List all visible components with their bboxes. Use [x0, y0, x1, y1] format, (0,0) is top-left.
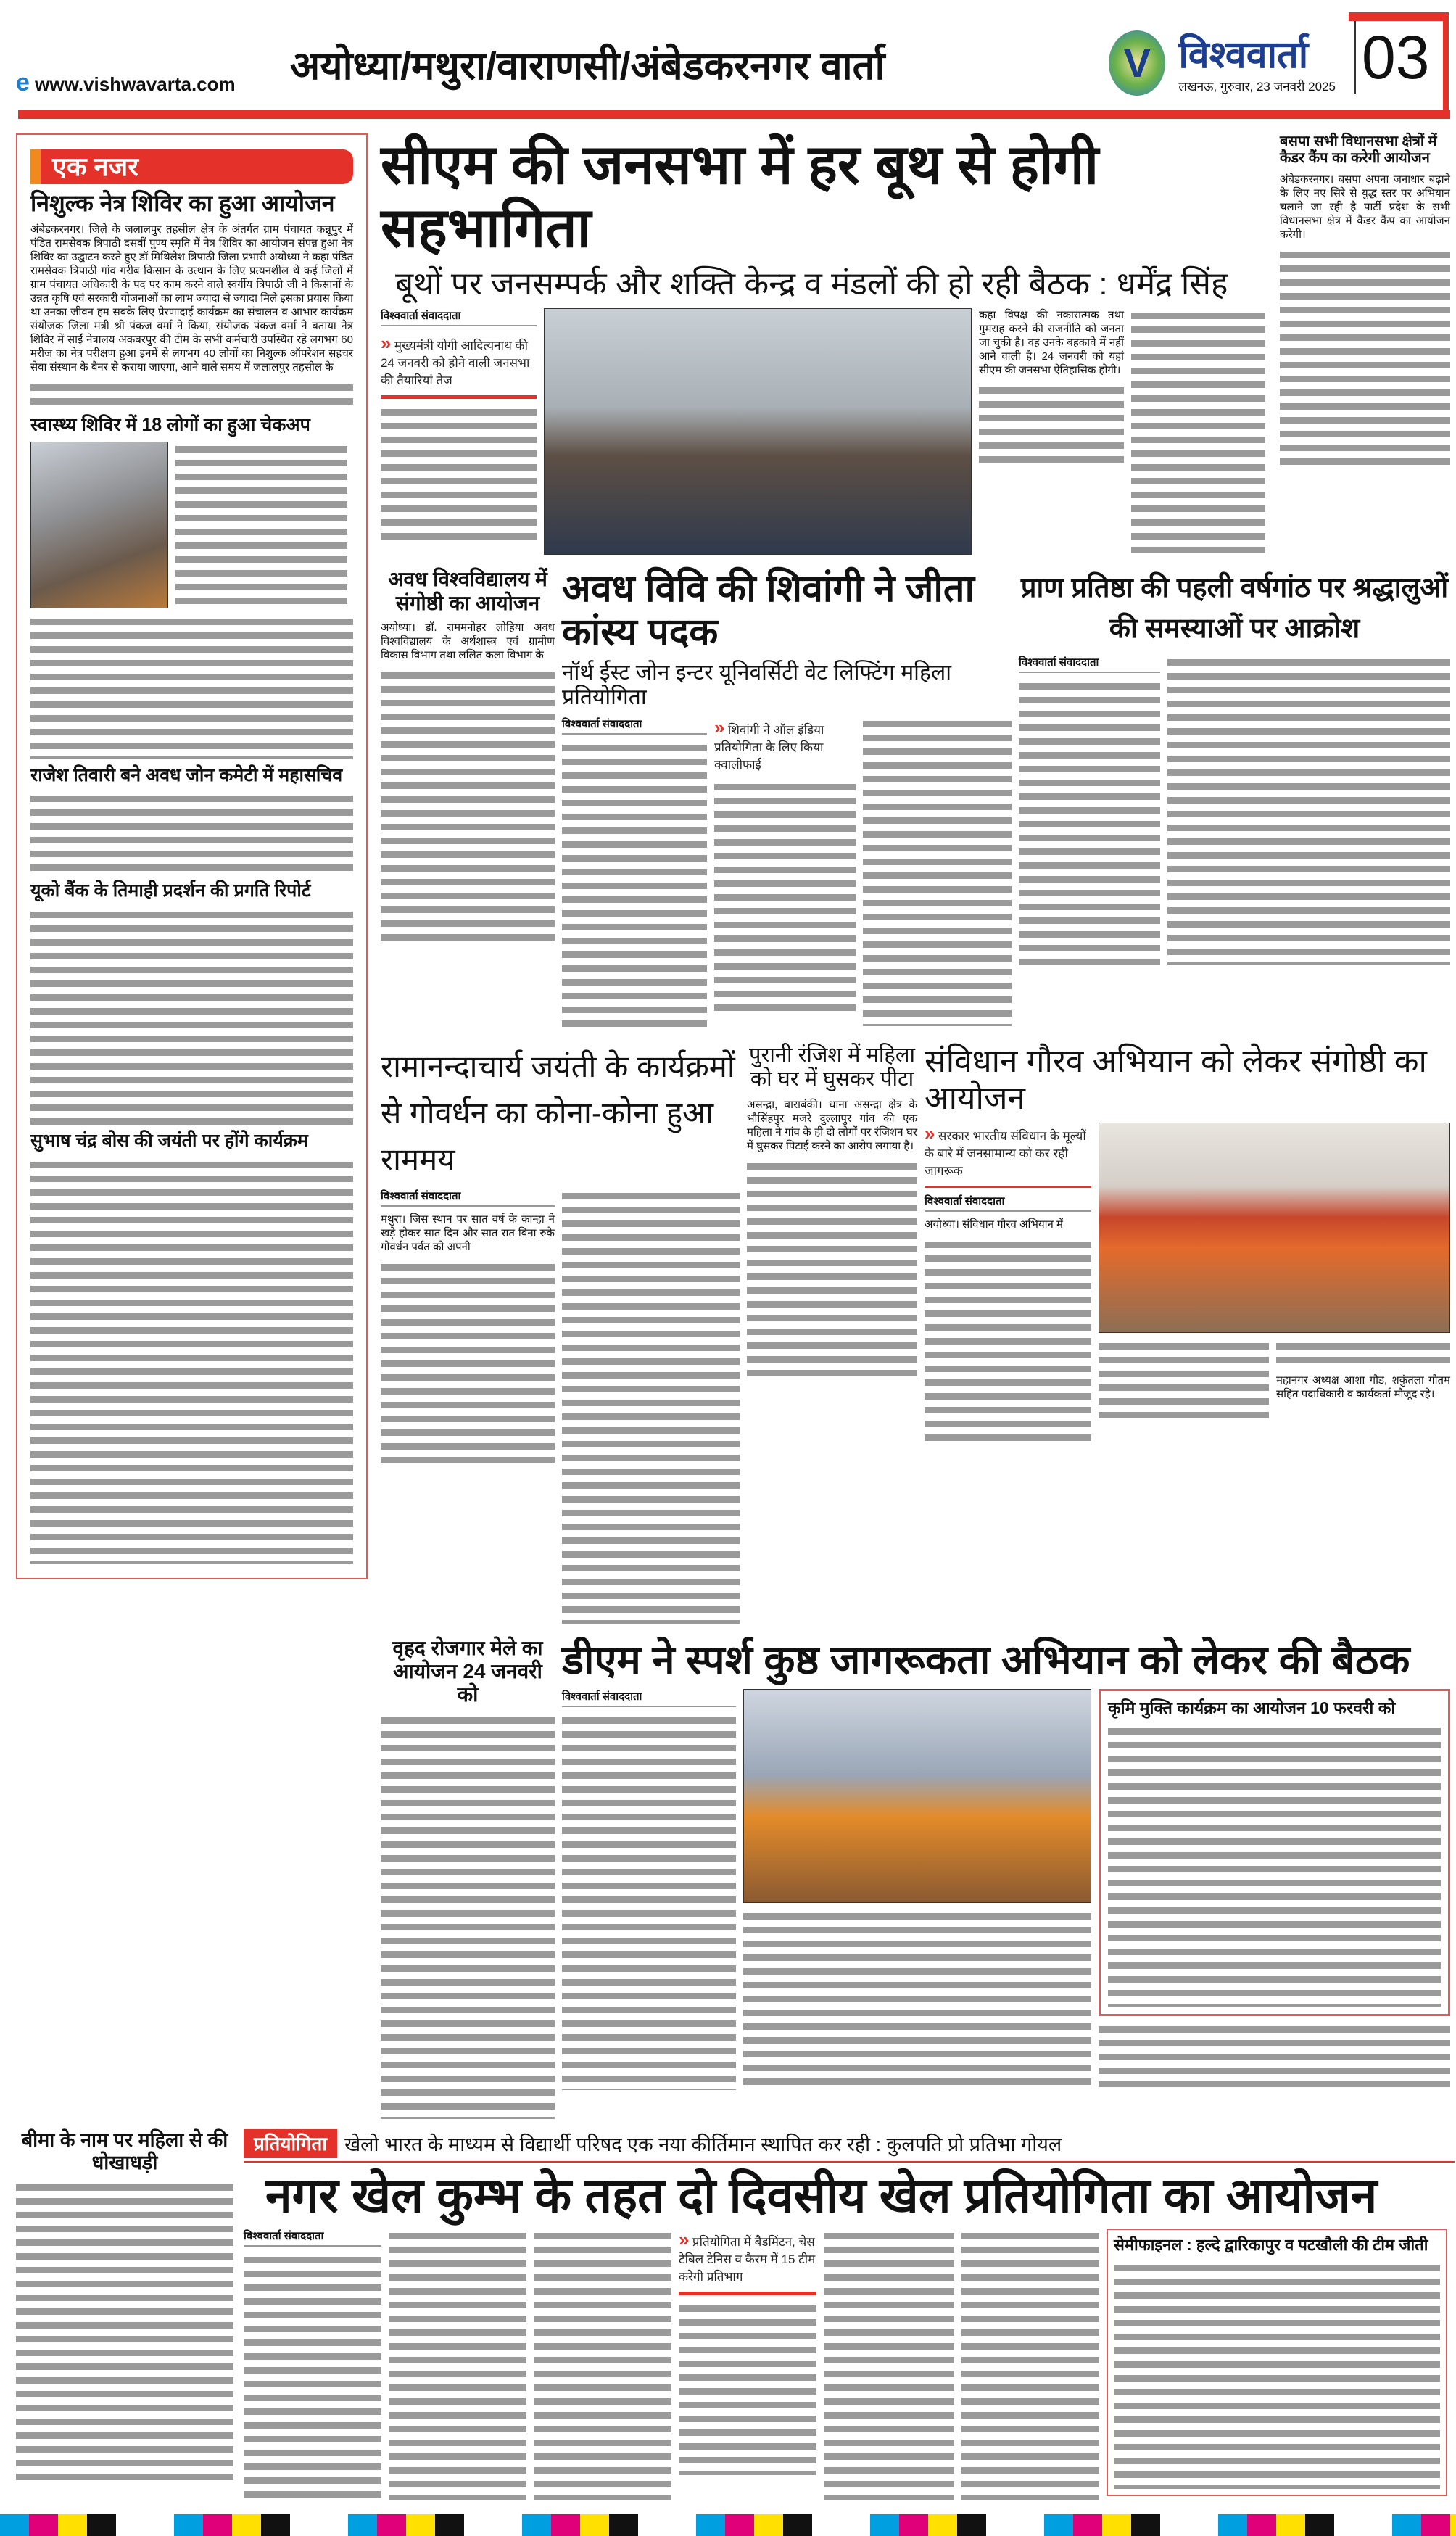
masthead [0, 0, 1456, 110]
headline: यूको बैंक के तिमाही प्रदर्शन की प्रगति रिपोर्ट [30, 880, 311, 901]
headline: वृहद रोजगार मेले का आयोजन 24 जनवरी को [392, 1636, 543, 1706]
seminar-photo [1099, 1123, 1450, 1333]
headline: बसपा सभी विधानसभा क्षेत्रों में कैडर कैंप का करेगी आयोजन [1280, 133, 1437, 166]
highlight-box: » मुख्यमंत्री योगी आदित्यनाथ की 24 जनवरी को होने वाली जनसभा की तैयारियां तेज [381, 332, 530, 388]
ek-nazar-label: एक नजर [30, 149, 353, 184]
lead-subheadline: बूथों पर जनसम्पर्क और शक्ति केन्द्र व मंडलों की हो रही बैठक : धर्मेंद्र सिंह [395, 265, 1228, 302]
headline: सुभाष चंद्र बोस की जयंती पर होंगे कार्यक्रम [30, 1131, 308, 1152]
section-title: अयोध्या/मथुरा/वाराणसी/अंबेडकरनगर वार्ता [290, 44, 885, 88]
headline: अवध विवि की शिवांगी ने जीता कांस्य पदक [562, 568, 975, 654]
dateline: लखनऊ, गुरुवार, 23 जनवरी 2025 [1178, 80, 1336, 94]
headline: निशुल्क नेत्र शिविर का हुआ आयोजन [30, 190, 335, 216]
chevron-icon: » [381, 332, 392, 355]
krimi-box [1099, 1689, 1450, 2015]
headline: प्राण प्रतिष्ठा की पहली वर्षगांठ पर श्रद्धालुओं की समस्याओं पर आक्रोश [1020, 573, 1449, 645]
paper-name: विश्ववार्ता [1178, 34, 1309, 77]
headline: रामानन्दाचार्य जयंती के कार्यक्रमों से गोवर्धन का कोना-कोना हुआ राममय [381, 1049, 735, 1176]
byline: विश्ववार्ता संवाददाता [381, 1189, 555, 1207]
headline: पुरानी रंजिश में महिला को घर में घुसकर पीटा [749, 1043, 915, 1091]
article-text: मथुरा। जिस स्थान पर सात वर्ष के कान्हा ने खड़े होकर सात दिन और सात रात बिना रुके गोवर्धन पर्वत को अपनी [381, 1213, 555, 1253]
article-text: अंबेडकरनगर। बसपा अपना जनाधार बढ़ाने के लिए नए सिरे से युद्ध स्तर पर अभियान चलाने जा रही है पार्टी प्रदेश के सभी विधानसभा क्षेत्र में कैडर कैंप का आयोजन करेगी। [1280, 173, 1450, 241]
headline: डीएम ने स्पर्श कुष्ठ जागरूकता अभियान को लेकर की बैठक [562, 1636, 1410, 1682]
kicker: खेलो भारत के माध्यम से विद्यार्थी परिषद एक नया कीर्तिमान स्थापित कर रही : कुलपति प्रो प्रतिभा गोयल [344, 2134, 1062, 2156]
article-text: अयोध्या। डॉ. राममनोहर लोहिया अवध विश्वविद्यालय के अर्थशास्त्र एवं ग्रामीण विकास विभाग तथा ललित कला विभाग के [381, 621, 555, 661]
byline: विश्ववार्ता संवाददाता [381, 308, 537, 326]
headline: अवध विश्वविद्यालय में संगोष्ठी का आयोजन [388, 568, 547, 614]
article-text: असन्द्रा, बाराबंकी। थाना असन्द्रा क्षेत्र के भौसिंहपुर मजरे दुल्लापुर गांव की एक महिला ने गांव के ही दो लोगों पर रंजिशन घर में घुसकर पिटाई करने का आरोप लगाया है। [747, 1098, 917, 1152]
highlight-box: » प्रतियोगिता में बैडमिंटन, चेस टेबिल टेनिस व कैरम में 15 टीम करेगी प्रतिभाग [679, 2229, 816, 2284]
headline: सेमीफाइनल : हल्दे द्वारिकापुर व पटखौली की टीम जीती [1114, 2236, 1428, 2255]
print-color-bar [0, 2514, 1456, 2536]
semifinal-box [1107, 2229, 1447, 2495]
headline: बीमा के नाम पर महिला से की धोखाधड़ी [21, 2128, 228, 2173]
byline: विश्ववार्ता संवाददाता [562, 716, 707, 735]
highlight-box: » शिवांगी ने ऑल इंडिया प्रतियोगिता के लिए किया क्वालीफाई [714, 716, 824, 772]
lead-headline: सीएम की जनसभा में हर बूथ से होगी सहभागिता [381, 134, 1099, 260]
article-text: महानगर अध्यक्ष आशा गौड, शकुंतला गौतम सहित पदाधिकारी व कार्यकर्ता मौजूद रहे। [1276, 1374, 1450, 1401]
paper-logo-icon: V [1109, 30, 1165, 96]
cm-rally-photo [544, 308, 972, 555]
masthead-rule [18, 110, 1450, 119]
headline: स्वास्थ्य शिविर में 18 लोगों का हुआ चेकअप [30, 414, 310, 435]
headline: संविधान गौरव अभियान को लेकर संगोष्ठी का आयोजन [925, 1043, 1427, 1116]
article-text: कहा विपक्ष की नकारात्मक तथा गुमराह करने की राजनीति को जनता जा चुकी है। वह उनके बहकावे में नहीं आने वाली है। 24 जनवरी को यहां सीएम की जनसभा ऐतिहासिक होगी। [979, 309, 1124, 377]
page-number: 03 [1354, 21, 1443, 94]
section-label: प्रतियोगिता [244, 2129, 337, 2158]
browser-e-icon: e [16, 69, 30, 96]
bottom-headline: नगर खेल कुम्भ के तहत दो दिवसीय खेल प्रतियोगिता का आयोजन [265, 2168, 1378, 2222]
headline: राजेश तिवारी बने अवध जोन कमेटी में महासचिव [30, 764, 343, 785]
website-url[interactable]: e www.vishwavarta.com [16, 69, 236, 96]
byline: विश्ववार्ता संवाददाता [244, 2229, 381, 2247]
eye-camp-photo [30, 442, 168, 608]
ek-nazar-box [16, 133, 368, 1579]
article-text: अंबेडकरनगर। जिले के जलालपुर तहसील क्षेत्र के अंतर्गत ग्राम पंचायत कन्नूपुर में पंडित रामसेवक त्रिपाठी दसवीं पुण्य स्मृति में नेत्र शिविर का आयोजन संपन्न हुआ नेत्र शिविर का उद्घाटन करते हुए डॉ मिथिलेश त्रिपाठी जिला प्रभारी अयोध्या ने कहा पंडित रामसेवक त्रिपाठी गांव गरीब किसान के उत्थान के लिए प्रत्यनशील थे कई जिलों में ग्राम पंचायत अधिकारी के पद पर काम करने वाले स्वर्गीय त्रिपाठी जी ने किसानों के उन्नत कृषि एवं सरकारी योजनाओं का लाभ ज्यादा से ज्यादा मिले इसका प्रयास किया था उनका जीवन हम सबके लिए प्रेरणादाई कार्यक्रम का संचालन व आभार कार्यक्रम संयोजक जिला मंत्री श्री पंकज वर्मा ने किया, संयोजक पंकज वर्मा ने बताया नेत्र शिविर में साईं नेत्रालय अकबरपुर की टीम के सभी कर्मचारी उपस्थित रहे लगभग 60 मरीज का नेत्र परीक्षण हुआ इनमें से लगभग 40 लोगों का निशुल्क ऑपरेशन सहचर सेवा संस्थान के बैनर से कराया जाएगा, आने वाले समय में जलालपुर तहसील के [30, 223, 354, 373]
headline: कृमि मुक्ति कार्यक्रम का आयोजन 10 फरवरी को [1108, 1698, 1396, 1718]
byline: विश्ववार्ता संवाददाता [925, 1194, 1091, 1212]
highlight-box: » सरकार भारतीय संविधान के मूल्यों के बारे में जनसामान्य को कर रही जागरूक [925, 1123, 1086, 1178]
dm-meeting-photo [743, 1689, 1091, 1903]
byline: विश्ववार्ता संवाददाता [562, 1689, 736, 1707]
chevron-icon: » [714, 716, 725, 738]
subheadline: नॉर्थ ईस्ट जोन इन्टर यूनिवर्सिटी वेट लिफ्टिंग महिला प्रतियोगिता [562, 660, 951, 710]
byline: विश्ववार्ता संवाददाता [1019, 655, 1160, 673]
chevron-icon: » [679, 2229, 690, 2251]
article-text: अयोध्या। संविधान गौरव अभियान में [925, 1218, 1064, 1231]
chevron-icon: » [925, 1123, 935, 1145]
